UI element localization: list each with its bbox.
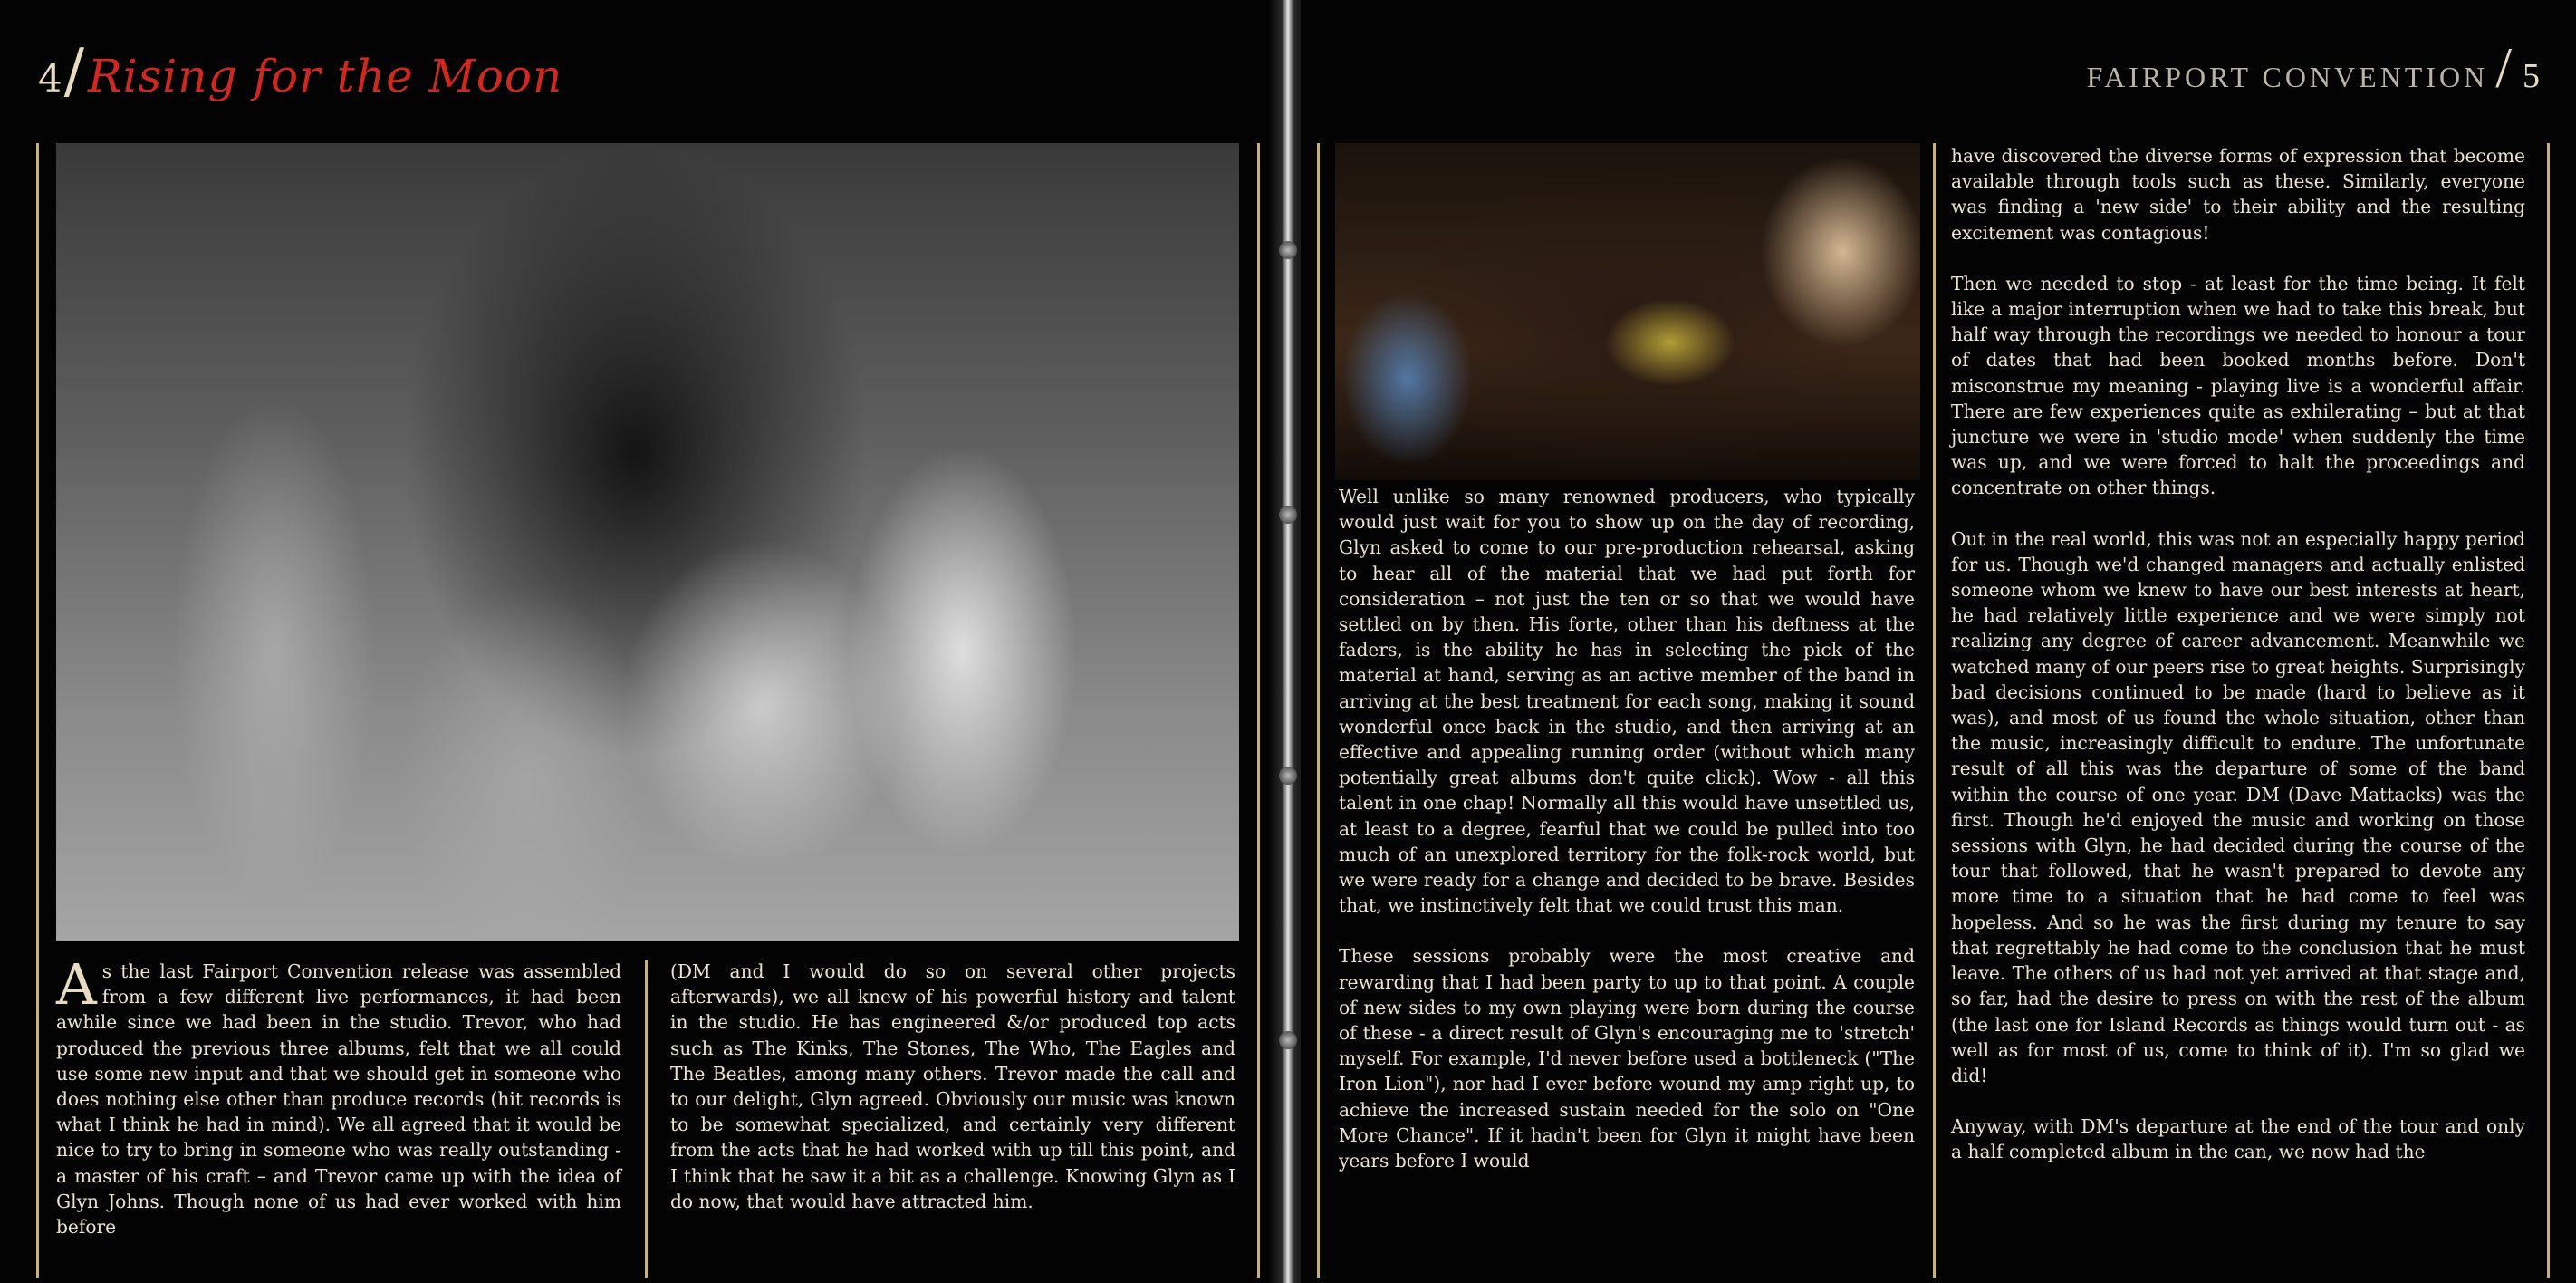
right-col1-para2: These sessions probably were the most creative and rewarding that I had been party to up to that point. A couple of new sides to my own playing were born during the course of these - a direct result of Glyn's encouraging me to 'stretch' myself. For example, I'd never before used a bottleneck ("The Iron Lion"), nor had I ever before wound my amp right up, to achieve the increased sustain needed for the solo on "One More Chance". If it hadn't been for Glyn it might have been years before I would bbox=[1339, 945, 1915, 1172]
studio-session-photo bbox=[1335, 143, 1920, 480]
right-col2-para4: Anyway, with DM's departure at the end of the tour and only a half completed album in the can, we now had the bbox=[1951, 1115, 2525, 1163]
left-column-2 bbox=[670, 959, 1235, 1240]
page-number-left: 4 bbox=[38, 56, 62, 101]
staple-bottom bbox=[1279, 1031, 1297, 1049]
column-rule-right-edge bbox=[2547, 143, 2550, 1278]
album-title: Rising for the Moon bbox=[87, 50, 563, 102]
folio-slash-right: / bbox=[2495, 35, 2515, 100]
opening-paragraph-text: s the last Fairport Convention release was assembled from a few different live performances, it had been awhile since we had been in the studio. Trevor, who had produced the previous three albums, felt that we all could use some new input and that we should get in someone who does nothing else other than produce records (hit records is what I think he had in mind). We all agreed that it would be nice to try to bring in someone who was really outstanding - a master of his craft – and Trevor came up with the idea of Glyn Johns. Though none of us had ever worked with him before bbox=[56, 960, 621, 1239]
left-folio bbox=[38, 36, 562, 106]
page-number-right: 5 bbox=[2523, 57, 2540, 95]
left-column-1 bbox=[56, 951, 621, 1265]
column-rule-right-middle bbox=[1933, 143, 1936, 1278]
left-column-2-text: (DM and I would do so on several other projects afterwards), we all knew of his powerful history and talent in the studio. He has engineered &/or produced top acts such as The Kinks, The Stones, The Who, The Eagles and The Beatles, among many others. Trevor made the call and to our delight, Glyn agreed. Obviously our music was known to be somewhat specialized, and certainly very different from the acts that he had worked with up till this point, and I think that he saw it a bit as a challenge. Knowing Glyn as I do now, that would have attracted him. bbox=[670, 960, 1235, 1212]
right-col2-para1: have discovered the diverse forms of expression that become available through tools such as these. Similarly, everyone was finding a 'new side' to their ability and the resulting excitement was contagious! bbox=[1951, 145, 2525, 244]
right-col1-para1: Well unlike so many renowned producers, who typically would just wait for you to show up on the day of recording, Glyn asked to come to our pre-production rehearsal, asking to hear all of the material that we had put forth for consideration – not just the ten or so that we would have settled on by then. His forte, other than his deftness at the faders, is the ability he has in selecting the pick of the material at hand, serving as an active member of the band in arriving at the best treatment for each song, making it sound wonderful once back in the studio, and then arriving at an effective and appealing running order (without which many potentially great albums don't quite click). Wow - all this talent in one chap! Normally all this would have unsettled us, at least to a degree, fearful that we could be pulled into too much of an unexplored territory for the folk-rock world, but we were ready for a change and decided to be brave. Besides that, we instinctively felt that we could trust this man. bbox=[1339, 486, 1915, 917]
right-column-1 bbox=[1339, 484, 1915, 1199]
staple-top bbox=[1279, 241, 1297, 259]
right-column-2 bbox=[1951, 143, 2525, 1191]
staple-upper bbox=[1279, 506, 1297, 524]
column-rule-right-outer bbox=[1317, 143, 1320, 1278]
right-col2-para2: Then we needed to stop - at least for the time being. It felt like a major interruption when we had to take this break, but half way through the recordings we needed to honour a tour of dates that had been booked months before. Don't misconstrue my meaning - playing live is a wonderful affair. There are few experiences quite as exhilerating – but at that juncture we were in 'studio mode' when suddenly the time was up, and we were forced to halt the proceedings and concentrate on other things. bbox=[1951, 272, 2525, 499]
right-folio bbox=[2087, 34, 2540, 101]
column-rule-left-middle bbox=[645, 960, 648, 1278]
column-rule-left-outer bbox=[36, 143, 39, 1278]
folio-slash-left: / bbox=[63, 36, 84, 106]
band-group-photo bbox=[56, 143, 1239, 941]
opening-paragraph bbox=[56, 951, 621, 1240]
left-page bbox=[0, 0, 1275, 1283]
staple-lower bbox=[1279, 767, 1297, 785]
column-rule-left-inner bbox=[1257, 143, 1260, 1278]
band-name: FAIRPORT CONVENTION bbox=[2086, 61, 2489, 93]
drop-cap: A bbox=[56, 951, 97, 1018]
right-col2-para3: Out in the real world, this was not an especially happy period for us. Though we'd changed managers and actually enlisted someone whom we knew to have our best interests at heart, he had relatively little experience and we were simply not realizing any degree of career advancement. Meanwhile we watched many of our peers rise to great heights. Surprisingly bad decisions continued to be made (hard to believe as it was), and most of us found the whole situation, other than the music, increasingly difficult to endure. The unfortunate result of all this was the departure of some of the band within the course of one year. DM (Dave Mattacks) was the first. Though he'd enjoyed the music and working on those sessions with Glyn, he had decided during the course of the tour that followed, that he wasn't prepared to devote any more time to a situation that he had come to feel was hopeless. And so he was the first during my tenure to say that regrettably he had come to the conclusion that he must leave. The others of us had not yet arrived at that stage and, so far, had the desire to press on with the rest of the album (the last one for Island Records as things would turn out - as well as for most of us, come to think of it). I'm so glad we did! bbox=[1951, 527, 2525, 1086]
